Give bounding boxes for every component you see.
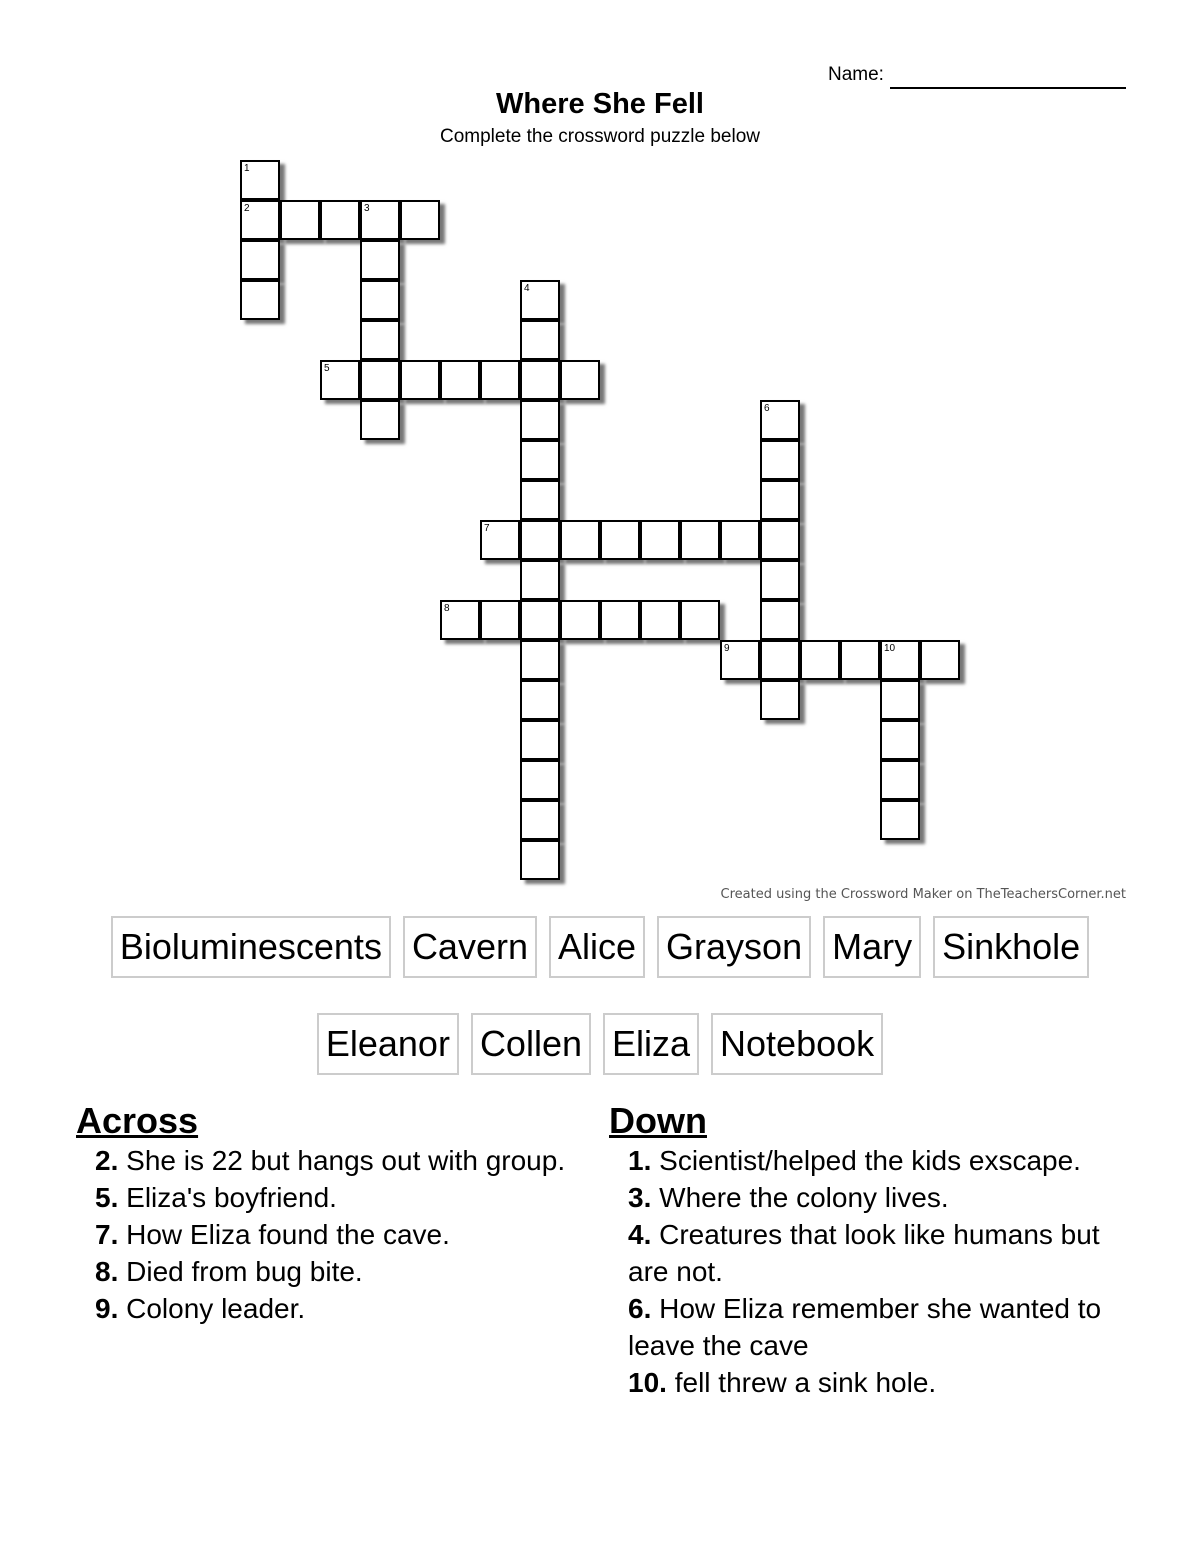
crossword-cell[interactable] — [760, 400, 800, 440]
crossword-cell[interactable] — [840, 640, 880, 680]
crossword-cell[interactable] — [480, 520, 520, 560]
word-bank-item: Cavern — [403, 916, 537, 978]
clue-number: 3 — [364, 203, 370, 214]
crossword-cell[interactable] — [720, 520, 760, 560]
crossword-cell[interactable] — [280, 200, 320, 240]
across-clues — [76, 1100, 596, 1327]
clue: 4. Creatures that look like humans but are not. — [628, 1219, 1100, 1287]
clue: 1. Scientist/helped the kids exscape. — [628, 1145, 1081, 1176]
word-bank-item: Eliza — [603, 1013, 699, 1075]
crossword-cell[interactable] — [880, 680, 920, 720]
clue-number: 4 — [524, 283, 530, 294]
clue: 6. How Eliza remember she wanted to leave the cave — [628, 1293, 1102, 1361]
word-bank-item: Collen — [471, 1013, 591, 1075]
clue-number: 7 — [484, 523, 490, 534]
crossword-cell[interactable] — [880, 760, 920, 800]
crossword-cell[interactable] — [400, 200, 440, 240]
crossword-cell[interactable] — [440, 360, 480, 400]
word-bank-item: Sinkhole — [933, 916, 1089, 978]
crossword-cell[interactable] — [760, 560, 800, 600]
clue-number: 10 — [884, 643, 896, 654]
crossword-cell[interactable] — [720, 640, 760, 680]
crossword-cell[interactable] — [760, 680, 800, 720]
crossword-cell[interactable] — [640, 600, 680, 640]
crossword-cell[interactable] — [520, 640, 560, 680]
crossword-cell[interactable] — [360, 320, 400, 360]
word-bank-item: Notebook — [711, 1013, 883, 1075]
crossword-cell[interactable] — [520, 320, 560, 360]
crossword-cell[interactable] — [240, 240, 280, 280]
crossword-cell[interactable] — [560, 600, 600, 640]
crossword-cell[interactable] — [480, 600, 520, 640]
word-bank-item: Grayson — [657, 916, 811, 978]
crossword-cell[interactable] — [640, 520, 680, 560]
word-bank-item: Bioluminescents — [111, 916, 391, 978]
crossword-cell[interactable] — [600, 520, 640, 560]
crossword-cell[interactable] — [520, 600, 560, 640]
crossword-cell[interactable] — [240, 200, 280, 240]
crossword-cell[interactable] — [880, 640, 920, 680]
crossword-cell[interactable] — [600, 600, 640, 640]
clue: 10. fell threw a sink hole. — [628, 1367, 937, 1398]
crossword-cell[interactable] — [800, 640, 840, 680]
crossword-cell[interactable] — [360, 360, 400, 400]
crossword-cell[interactable] — [560, 360, 600, 400]
crossword-cell[interactable] — [520, 680, 560, 720]
crossword-cell[interactable] — [880, 720, 920, 760]
clue: 3. Where the colony lives. — [628, 1182, 949, 1213]
crossword-cell[interactable] — [520, 440, 560, 480]
crossword-cell[interactable] — [760, 600, 800, 640]
down-heading: Down — [609, 1100, 707, 1141]
crossword-cell[interactable] — [520, 840, 560, 880]
clue: 8. Died from bug bite. — [95, 1256, 363, 1287]
down-clues — [609, 1100, 1129, 1401]
clue: 5. Eliza's boyfriend. — [95, 1182, 337, 1213]
word-bank-row-2 — [0, 1013, 1200, 1075]
credit-text: Created using the Crossword Maker on TheTeachersCorner.net — [720, 887, 1126, 902]
crossword-cell[interactable] — [360, 240, 400, 280]
crossword-cell[interactable] — [760, 480, 800, 520]
crossword-cell[interactable] — [520, 520, 560, 560]
clue: 7. How Eliza found the cave. — [95, 1219, 450, 1250]
crossword-cell[interactable] — [240, 160, 280, 200]
crossword-cell[interactable] — [520, 760, 560, 800]
word-bank-row-1 — [0, 916, 1200, 978]
subtitle: Complete the crossword puzzle below — [440, 126, 760, 147]
clue: 2. She is 22 but hangs out with group. — [95, 1145, 566, 1176]
word-bank-item: Eleanor — [317, 1013, 459, 1075]
crossword-cell[interactable] — [360, 280, 400, 320]
crossword-cell[interactable] — [680, 600, 720, 640]
page-title: Where She Fell — [496, 88, 704, 120]
crossword-cell[interactable] — [520, 360, 560, 400]
crossword-cell[interactable] — [920, 640, 960, 680]
crossword-cell[interactable] — [480, 360, 520, 400]
clue: 9. Colony leader. — [95, 1293, 306, 1324]
name-label: Name: — [828, 64, 884, 85]
crossword-cell[interactable] — [520, 400, 560, 440]
crossword-cell[interactable] — [400, 360, 440, 400]
clue-number: 6 — [764, 403, 770, 414]
crossword-cell[interactable] — [680, 520, 720, 560]
crossword-cell[interactable] — [560, 520, 600, 560]
crossword-cell[interactable] — [760, 640, 800, 680]
crossword-cell[interactable] — [520, 280, 560, 320]
crossword-cell[interactable] — [520, 480, 560, 520]
crossword-cell[interactable] — [520, 720, 560, 760]
clue-number: 8 — [444, 603, 450, 614]
clue-number: 5 — [324, 363, 330, 374]
crossword-cell[interactable] — [760, 440, 800, 480]
crossword-cell[interactable] — [520, 800, 560, 840]
crossword-cell[interactable] — [320, 360, 360, 400]
clue-number: 2 — [244, 203, 250, 214]
crossword-cell[interactable] — [520, 560, 560, 600]
clue-number: 1 — [244, 163, 250, 174]
across-heading: Across — [76, 1100, 199, 1141]
clue-number: 9 — [724, 643, 730, 654]
crossword-cell[interactable] — [360, 400, 400, 440]
crossword-cell[interactable] — [760, 520, 800, 560]
crossword-cell[interactable] — [320, 200, 360, 240]
crossword-cell[interactable] — [240, 280, 280, 320]
crossword-cell[interactable] — [360, 200, 400, 240]
crossword-cell[interactable] — [440, 600, 480, 640]
crossword-cell[interactable] — [880, 800, 920, 840]
word-bank-item: Mary — [823, 916, 921, 978]
word-bank-item: Alice — [549, 916, 645, 978]
